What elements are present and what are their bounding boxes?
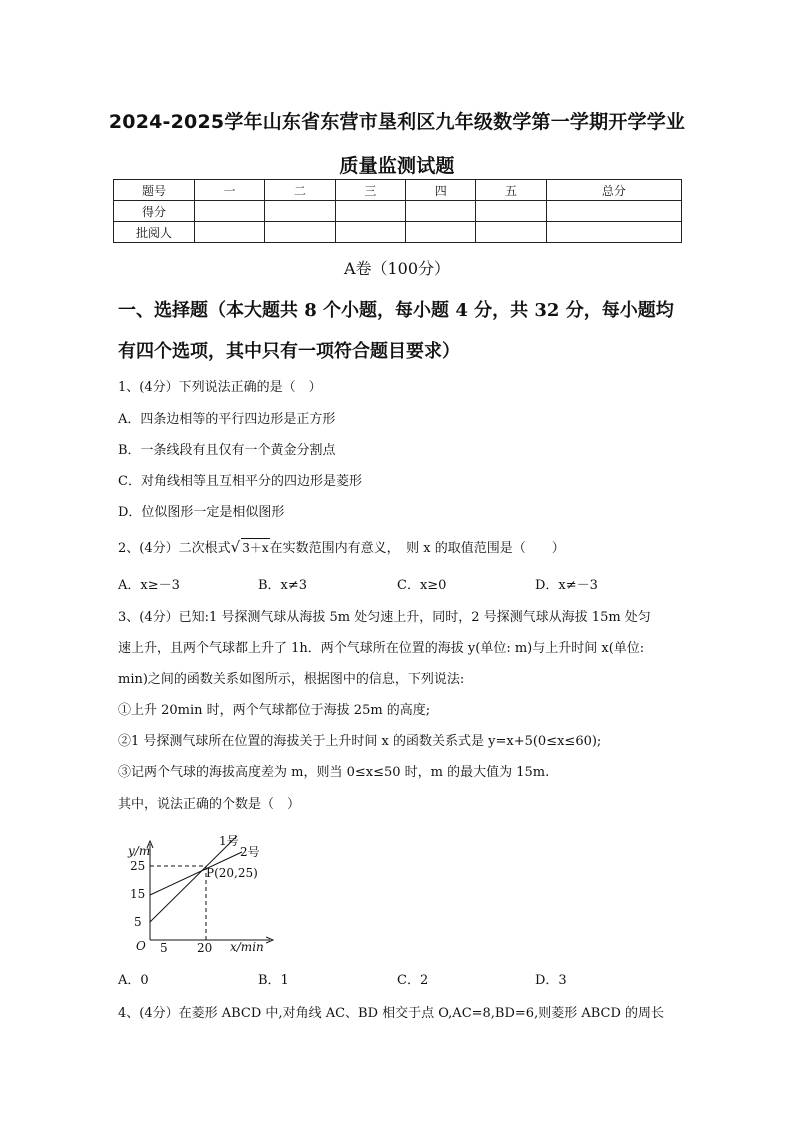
radical-sign-icon: √ <box>230 538 241 556</box>
score-table-header-cell: 一 <box>195 180 265 201</box>
score-table-header-cell: 题号 <box>114 180 195 201</box>
origin-label: O <box>136 939 146 953</box>
q1-option-d[interactable]: D．位似图形一定是相似图形 <box>118 505 285 520</box>
q3-statement-2: ②1 号探测气球所在位置的海拔关于上升时间 x 的函数关系式是 y=x+5(0≤x≤60); <box>118 734 602 749</box>
q3-option-c[interactable]: C．2 <box>397 973 429 988</box>
grader-cell[interactable] <box>195 222 265 243</box>
y-tick-label: 25 <box>130 859 146 873</box>
line-1-label: 1号 <box>219 834 239 848</box>
score-table-header-cell: 二 <box>265 180 335 201</box>
q3-statement-1: ①上升 20min 时，两个气球都位于海拔 25m 的高度; <box>118 703 431 718</box>
score-cell[interactable] <box>195 201 265 222</box>
q2-option-d[interactable]: D．x≠－3 <box>535 578 598 593</box>
q3-option-b[interactable]: B．1 <box>258 973 289 988</box>
grader-cell[interactable] <box>546 222 681 243</box>
q2-option-b[interactable]: B．x≠3 <box>258 578 308 593</box>
score-cell[interactable] <box>335 201 405 222</box>
part1-heading-line-2: 有四个选项，其中只有一项符合题目要求） <box>118 341 460 362</box>
part1-heading-line-1: 一、选择题（本大题共 8 个小题，每小题 4 分，共 32 分，每小题均 <box>118 300 674 321</box>
score-table <box>113 179 682 243</box>
x-tick-label: 5 <box>160 941 168 955</box>
x-tick-label: 20 <box>197 941 213 955</box>
q3-statement-3: ③记两个气球的海拔高度差为 m，则当 0≤x≤50 时，m 的最大值为 15m. <box>118 765 550 780</box>
q1-option-b[interactable]: B．一条线段有且仅有一个黄金分割点 <box>118 443 336 458</box>
q3-function-graph <box>120 828 280 960</box>
q3-line-1: 3、(4分）已知:1 号探测气球从海拔 5m 处匀速上升，同时，2 号探测气球从海拔 15m 处匀 <box>118 610 651 625</box>
score-table-header-cell: 总分 <box>546 180 681 201</box>
score-table-header-cell: 四 <box>406 180 476 201</box>
q2-option-c[interactable]: C．x≥0 <box>397 578 447 593</box>
grader-cell[interactable] <box>265 222 335 243</box>
q1-stem: 1、(4分）下列说法正确的是（ ） <box>118 380 322 395</box>
y-tick-label: 5 <box>134 915 142 929</box>
q1-option-c[interactable]: C．对角线相等且互相平分的四边形是菱形 <box>118 474 362 489</box>
q3-ask: 其中，说法正确的个数是（ ） <box>118 797 301 812</box>
y-axis-label: y/m <box>128 844 151 858</box>
score-table-header-cell: 三 <box>335 180 405 201</box>
q3-option-d[interactable]: D．3 <box>535 973 567 988</box>
score-table-header-cell: 五 <box>476 180 546 201</box>
exam-title-line-2: 质量监测试题 <box>339 155 455 177</box>
point-p-label: P(20,25) <box>206 866 258 880</box>
score-table-header-row <box>114 180 682 201</box>
score-cell[interactable] <box>406 201 476 222</box>
score-table-row <box>114 222 682 243</box>
grader-cell[interactable] <box>406 222 476 243</box>
score-cell[interactable] <box>476 201 546 222</box>
q1-option-a[interactable]: A．四条边相等的平行四边形是正方形 <box>118 412 336 427</box>
q3-option-a[interactable]: A．0 <box>118 973 149 988</box>
q2-stem-after: 在实数范围内有意义， 则 x 的取值范围是（ ） <box>269 541 565 556</box>
q4-line-1: 4、(4分）在菱形 ABCD 中,对角线 AC、BD 相交于点 O,AC=8,BD=6,则菱形 ABCD 的周长 <box>118 1006 665 1021</box>
x-axis-label: x/min <box>230 940 264 954</box>
exam-title-line-1: 2024-2025学年山东省东营市垦利区九年级数学第一学期开学学业 <box>108 111 686 133</box>
grader-cell[interactable] <box>476 222 546 243</box>
q2-radicand: 3＋x <box>241 538 269 556</box>
q2-stem-before: 2、(4分）二次根式 <box>118 541 231 556</box>
line-2-label: 2号 <box>240 845 260 859</box>
q2-option-a[interactable]: A．x≥－3 <box>118 578 180 593</box>
y-tick-label: 15 <box>130 887 146 901</box>
score-cell[interactable] <box>265 201 335 222</box>
score-table-row <box>114 201 682 222</box>
score-row-label: 批阅人 <box>114 222 195 243</box>
score-row-label: 得分 <box>114 201 195 222</box>
q3-line-3: min)之间的函数关系如图所示，根据图中的信息，下列说法: <box>118 672 465 687</box>
grader-cell[interactable] <box>335 222 405 243</box>
q3-line-2: 速上升，且两个气球都上升了 1h．两个气球所在位置的海拔 y(单位: m)与上升时间 x(单位: <box>118 641 645 656</box>
q2-stem <box>118 537 565 556</box>
section-a-heading: A卷（100分） <box>343 259 451 278</box>
score-cell[interactable] <box>546 201 681 222</box>
